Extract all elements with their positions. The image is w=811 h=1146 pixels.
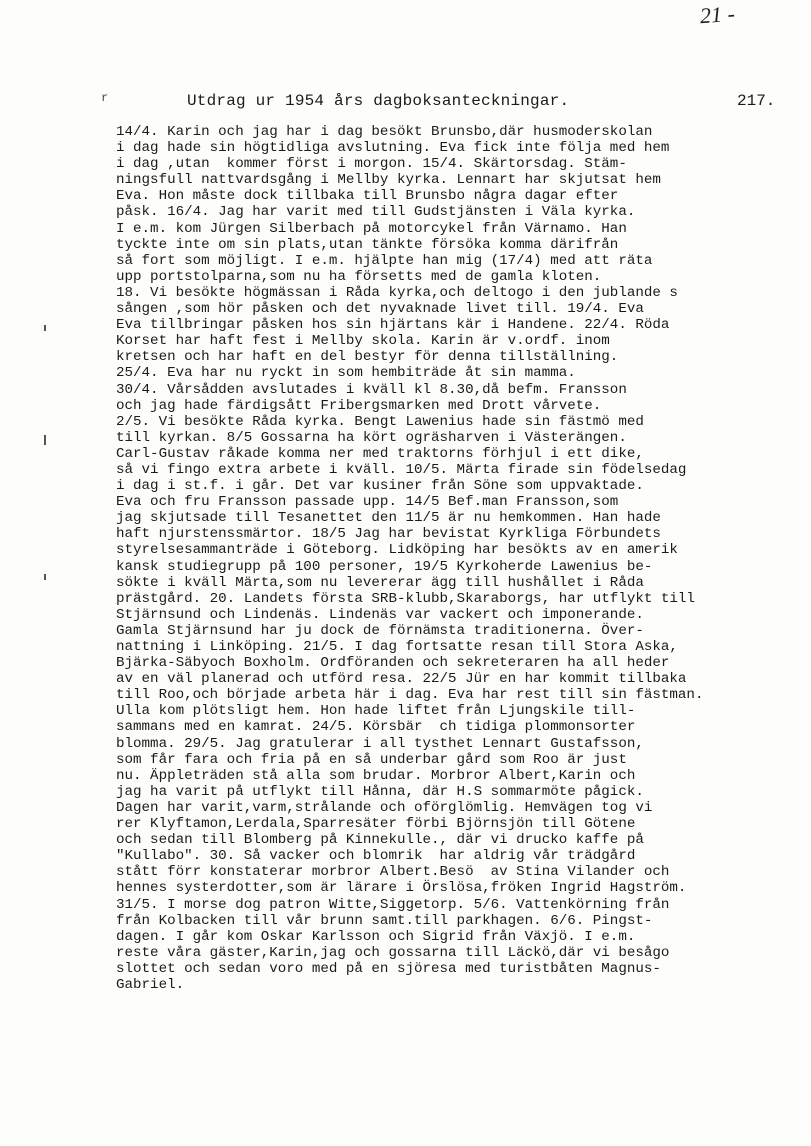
- text-line: ningsfull nattvardsgång i Mellby kyrka. Lennart har skjutsat hem: [116, 172, 661, 189]
- text-line: så fort som möjligt. I e.m. hjälpte han mig (17/4) med att räta: [116, 252, 653, 269]
- text-line: Eva och fru Fransson passade upp. 14/5 Bef.man Fransson,som: [116, 494, 619, 511]
- text-line: jag skjutsade till Tesanettet den 11/5 är nu hemkommen. Han hade: [116, 510, 661, 527]
- text-line: till kyrkan. 8/5 Gossarna ha kört ogräsharven i Västerängen.: [116, 429, 627, 446]
- text-line: Dagen har varit,varm,strålande och oförglömlig. Hemvägen tog vi: [116, 799, 653, 816]
- text-line: sökte i kväll Märta,som nu levererar ägg till hushållet i Råda: [116, 574, 644, 591]
- text-line: styrelsesammanträde i Göteborg. Lidköping har besökts av en amerik: [116, 542, 678, 559]
- text-line: haft njurstenssmärtor. 18/5 Jag har bevistat Kyrkliga Förbundets: [116, 526, 661, 543]
- text-line: Gamla Stjärnsund har ju dock de förnämsta traditionerna. Över-: [116, 622, 644, 639]
- text-line: jag ha varit på utflykt till Hånna, där H.S sommarmöte pågick.: [116, 783, 644, 800]
- text-line: så vi fingo extra arbete i kväll. 10/5. Märta firade sin födelsedag: [116, 461, 687, 478]
- text-line: som får fara och fria på en så underbar gård som Roo är just: [116, 751, 627, 768]
- text-line: "Kullabo". 30. Så vacker och blomrik har aldrig vår trädgård: [116, 848, 636, 865]
- text-line: Gabriel.: [116, 976, 185, 993]
- page-number: 217.: [737, 92, 776, 110]
- text-line: sången ,som hör påsken och det nyvaknade livet till. 19/4. Eva: [116, 301, 644, 318]
- text-line: Bjärka-Säbyoch Boxholm. Ordföranden och sekreteraren ha all heder: [116, 655, 670, 672]
- text-line: Korset har haft fest i Mellby skola. Karin är v.ordf. inom: [116, 333, 610, 350]
- text-line: Ulla kom plötsligt hem. Hon hade liftet från Ljungskile till-: [116, 703, 636, 720]
- text-line: 18. Vi besökte högmässan i Råda kyrka,och deltogo i den jublande s: [116, 284, 678, 301]
- text-line: reste våra gäster,Karin,jag och gossarna till Läckö,där vi besågo: [116, 944, 670, 961]
- text-line: nu. Äppleträden stå alla som brudar. Morbror Albert,Karin och: [116, 767, 636, 784]
- page-title: Utdrag ur 1954 års dagboksanteckningar.: [187, 92, 570, 110]
- text-line: rer Klyftamon,Lerdala,Sparresäter förbi Björnsjön till Götene: [116, 816, 636, 833]
- text-line: och sedan till Blomberg på Kinnekulle., där vi drucko kaffe på: [116, 832, 644, 849]
- text-line: stått förr konstaterar morbror Albert.Besö av Stina Vilander och: [116, 864, 670, 881]
- text-line: dagen. I går kom Oskar Karlsson och Sigrid från Växjö. I e.m.: [116, 928, 636, 945]
- text-line: till Roo,och började arbeta här i dag. Eva har rest till sin fästman.: [116, 687, 704, 704]
- text-line: Carl-Gustav råkade komma ner med traktorns förhjul i ett dike,: [116, 445, 644, 462]
- text-line: 2/5. Vi besökte Råda kyrka. Bengt Lawenius hade sin fästmö med: [116, 413, 644, 430]
- text-line: kretsen och har haft en del bestyr för denna tillställning.: [116, 349, 619, 366]
- text-line: 25/4. Eva har nu ryckt in som hembiträde åt sin mamma.: [116, 365, 576, 382]
- text-line: slottet och sedan voro med på en sjöresa med turistbåten Magnus-: [116, 960, 661, 977]
- text-line: i dag ,utan kommer först i morgon. 15/4. Skärtorsdag. Stäm-: [116, 156, 627, 173]
- text-line: sammans med en kamrat. 24/5. Körsbär ch tidiga plommonsorter: [116, 719, 636, 736]
- text-line: kansk studiegrupp på 100 personer, 19/5 Kyrkoherde Lawenius be-: [116, 558, 653, 575]
- text-line: i dag i st.f. i går. Det var kusiner från Söne som uppvaktade.: [116, 478, 644, 495]
- text-line: Eva. Hon måste dock tillbaka till Brunsbo några dagar efter: [116, 188, 619, 205]
- text-line: prästgård. 20. Landets första SRB-klubb,Skaraborgs, har utflykt till: [116, 590, 695, 607]
- margin-tick: [44, 325, 46, 331]
- text-line: i dag hade sin högtidliga avslutning. Eva fick inte följa med hem: [116, 140, 670, 157]
- text-line: blomma. 29/5. Jag gratulerar i all tysthet Lennart Gustafsson,: [116, 735, 644, 752]
- margin-tick: [44, 435, 46, 445]
- text-line: 30/4. Vårsådden avslutades i kväll kl 8.30,då befm. Fransson: [116, 381, 627, 398]
- text-line: nattning i Linköping. 21/5. I dag fortsatte resan till Stora Aska,: [116, 639, 678, 655]
- text-line: tyckte inte om sin plats,utan tänkte försöka komma därifrån: [116, 236, 619, 253]
- text-line: från Kolbacken till vår brunn samt.till parkhagen. 6/6. Pingst-: [116, 912, 653, 929]
- text-line: 14/4. Karin och jag har i dag besökt Brunsbo,där husmoderskolan: [116, 124, 653, 140]
- text-line: Eva tillbringar påsken hos sin hjärtans kär i Handene. 22/4. Röda: [116, 317, 670, 334]
- text-line: I e.m. kom Jürgen Silberbach på motorcykel från Värnamo. Han: [116, 220, 627, 237]
- diary-text: [116, 124, 806, 993]
- corner-mark: r: [101, 91, 109, 105]
- text-line: upp portstolparna,som nu ha försetts med de gamla kloten.: [116, 268, 602, 285]
- text-line: av en väl planerad och utförd resa. 22/5 Jür en har kommit tillbaka: [116, 671, 687, 688]
- text-line: och jag hade färdigsått Fribergsmarken med Drott vårvete.: [116, 397, 602, 414]
- text-line: 31/5. I morse dog patron Witte,Siggetorp. 5/6. Vattenkörning från: [116, 896, 670, 913]
- margin-tick: [44, 574, 46, 580]
- handwritten-folio: 21 -: [699, 0, 736, 29]
- text-line: Stjärnsund och Lindenäs. Lindenäs var vackert och imponerande.: [116, 606, 644, 623]
- text-line: hennes systerdotter,som är lärare i Örslösa,fröken Ingrid Hagström.: [116, 880, 687, 897]
- text-line: påsk. 16/4. Jag har varit med till Gudstjänsten i Väla kyrka.: [116, 204, 636, 221]
